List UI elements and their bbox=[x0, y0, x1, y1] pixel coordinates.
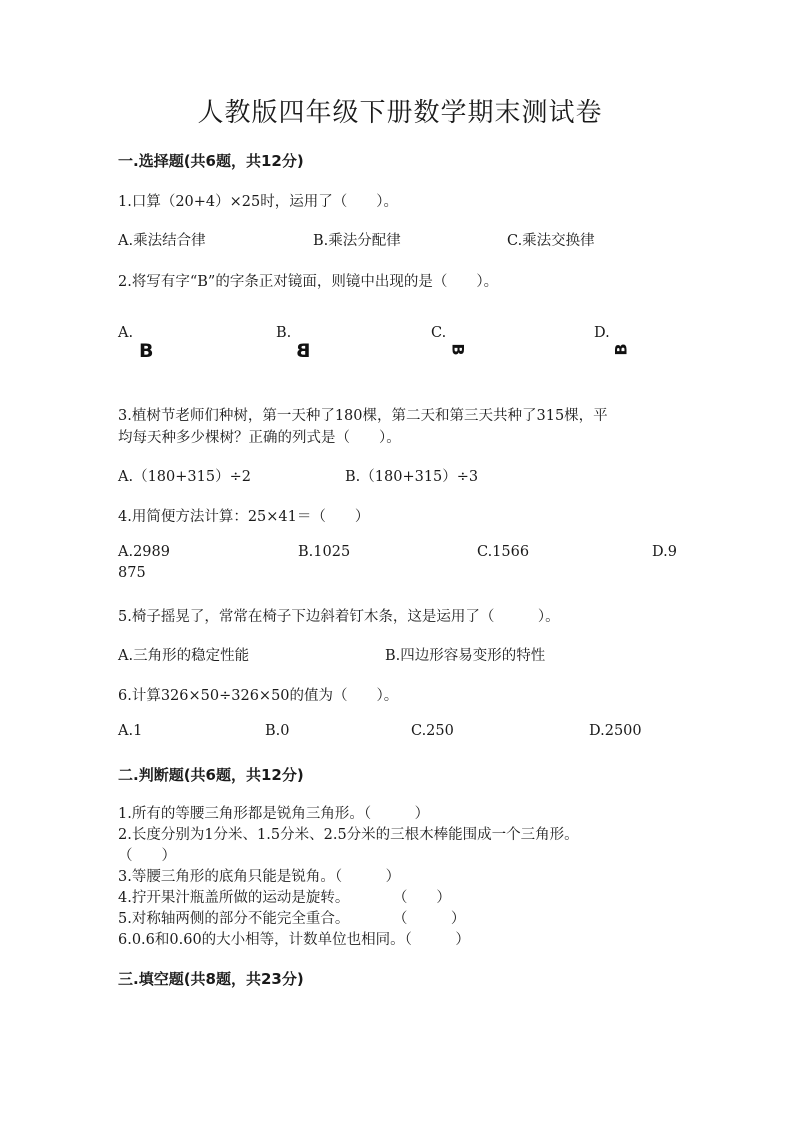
section-heading-judge: 二.判断题(共6题，共12分) bbox=[118, 766, 304, 784]
judge-item-3: 3.等腰三角形的底角只能是锐角。（ ） bbox=[118, 869, 401, 885]
q3-option-a: A.（180+315）÷2 bbox=[118, 469, 251, 485]
judge-item-6: 6.0.6和0.60的大小相等，计数单位也相同。（ ） bbox=[118, 932, 470, 948]
q4-option-d-wrap: 875 bbox=[118, 565, 146, 581]
mirror-b-glyph-b: B bbox=[296, 340, 311, 362]
question-2: 2.将写有字“B”的字条正对镜面，则镜中出现的是（ ）。 bbox=[118, 274, 499, 290]
q2-option-b: B. bbox=[276, 325, 292, 341]
q4-option-b: B.1025 bbox=[298, 544, 351, 560]
q2-option-c: C. bbox=[431, 325, 447, 341]
q4-option-c: C.1566 bbox=[477, 544, 530, 560]
q2-option-a: A. bbox=[118, 325, 134, 341]
mirror-b-glyph-d: B bbox=[611, 343, 631, 356]
q6-option-c: C.250 bbox=[411, 723, 454, 739]
page-title: 人教版四年级下册数学期末测试卷 bbox=[197, 98, 603, 128]
q1-option-a: A.乘法结合律 bbox=[118, 233, 206, 249]
question-3-line1: 3.植树节老师们种树，第一天种了180棵，第二天和第三天共种了315棵，平 bbox=[118, 408, 608, 424]
question-6: 6.计算326×50÷326×50的值为（ ）。 bbox=[118, 688, 399, 704]
q4-option-d: D.9 bbox=[652, 544, 677, 560]
q1-option-b: B.乘法分配律 bbox=[313, 233, 401, 249]
q6-option-a: A.1 bbox=[118, 723, 143, 739]
judge-item-2-bracket: （ ） bbox=[118, 848, 176, 864]
q5-option-a: A.三角形的稳定性能 bbox=[118, 648, 250, 664]
mirror-b-glyph-c: B bbox=[448, 343, 468, 356]
judge-item-1: 1.所有的等腰三角形都是锐角三角形。（ ） bbox=[118, 806, 430, 822]
judge-item-2: 2.长度分别为1分米、1.5分米、2.5分米的三根木棒能围成一个三角形。 bbox=[118, 827, 579, 843]
q4-option-a: A.2989 bbox=[118, 544, 170, 560]
mirror-b-glyph-a: B bbox=[139, 340, 154, 362]
question-1: 1.口算（20+4）×25时，运用了（ ）。 bbox=[118, 194, 399, 210]
section-heading-fill: 三.填空题(共8题，共23分) bbox=[118, 970, 304, 988]
question-5: 5.椅子摇晃了，常常在椅子下边斜着钉木条，这是运用了（ ）。 bbox=[118, 609, 560, 625]
judge-item-4: 4.拧开果汁瓶盖所做的运动是旋转。 （ ） bbox=[118, 890, 451, 906]
q5-option-b: B.四边形容易变形的特性 bbox=[385, 648, 546, 664]
q6-option-b: B.0 bbox=[265, 723, 290, 739]
section-heading-choice: 一.选择题(共6题，共12分) bbox=[118, 152, 304, 170]
q6-option-d: D.2500 bbox=[589, 723, 642, 739]
question-4: 4.用简便方法计算：25×41＝（ ） bbox=[118, 509, 370, 525]
q3-option-b: B.（180+315）÷3 bbox=[345, 469, 479, 485]
q1-option-c: C.乘法交换律 bbox=[507, 233, 595, 249]
judge-item-5: 5.对称轴两侧的部分不能完全重合。 （ ） bbox=[118, 911, 466, 927]
question-3-line2: 均每天种多少棵树？正确的列式是（ ）。 bbox=[118, 430, 401, 446]
q2-option-d: D. bbox=[594, 325, 610, 341]
